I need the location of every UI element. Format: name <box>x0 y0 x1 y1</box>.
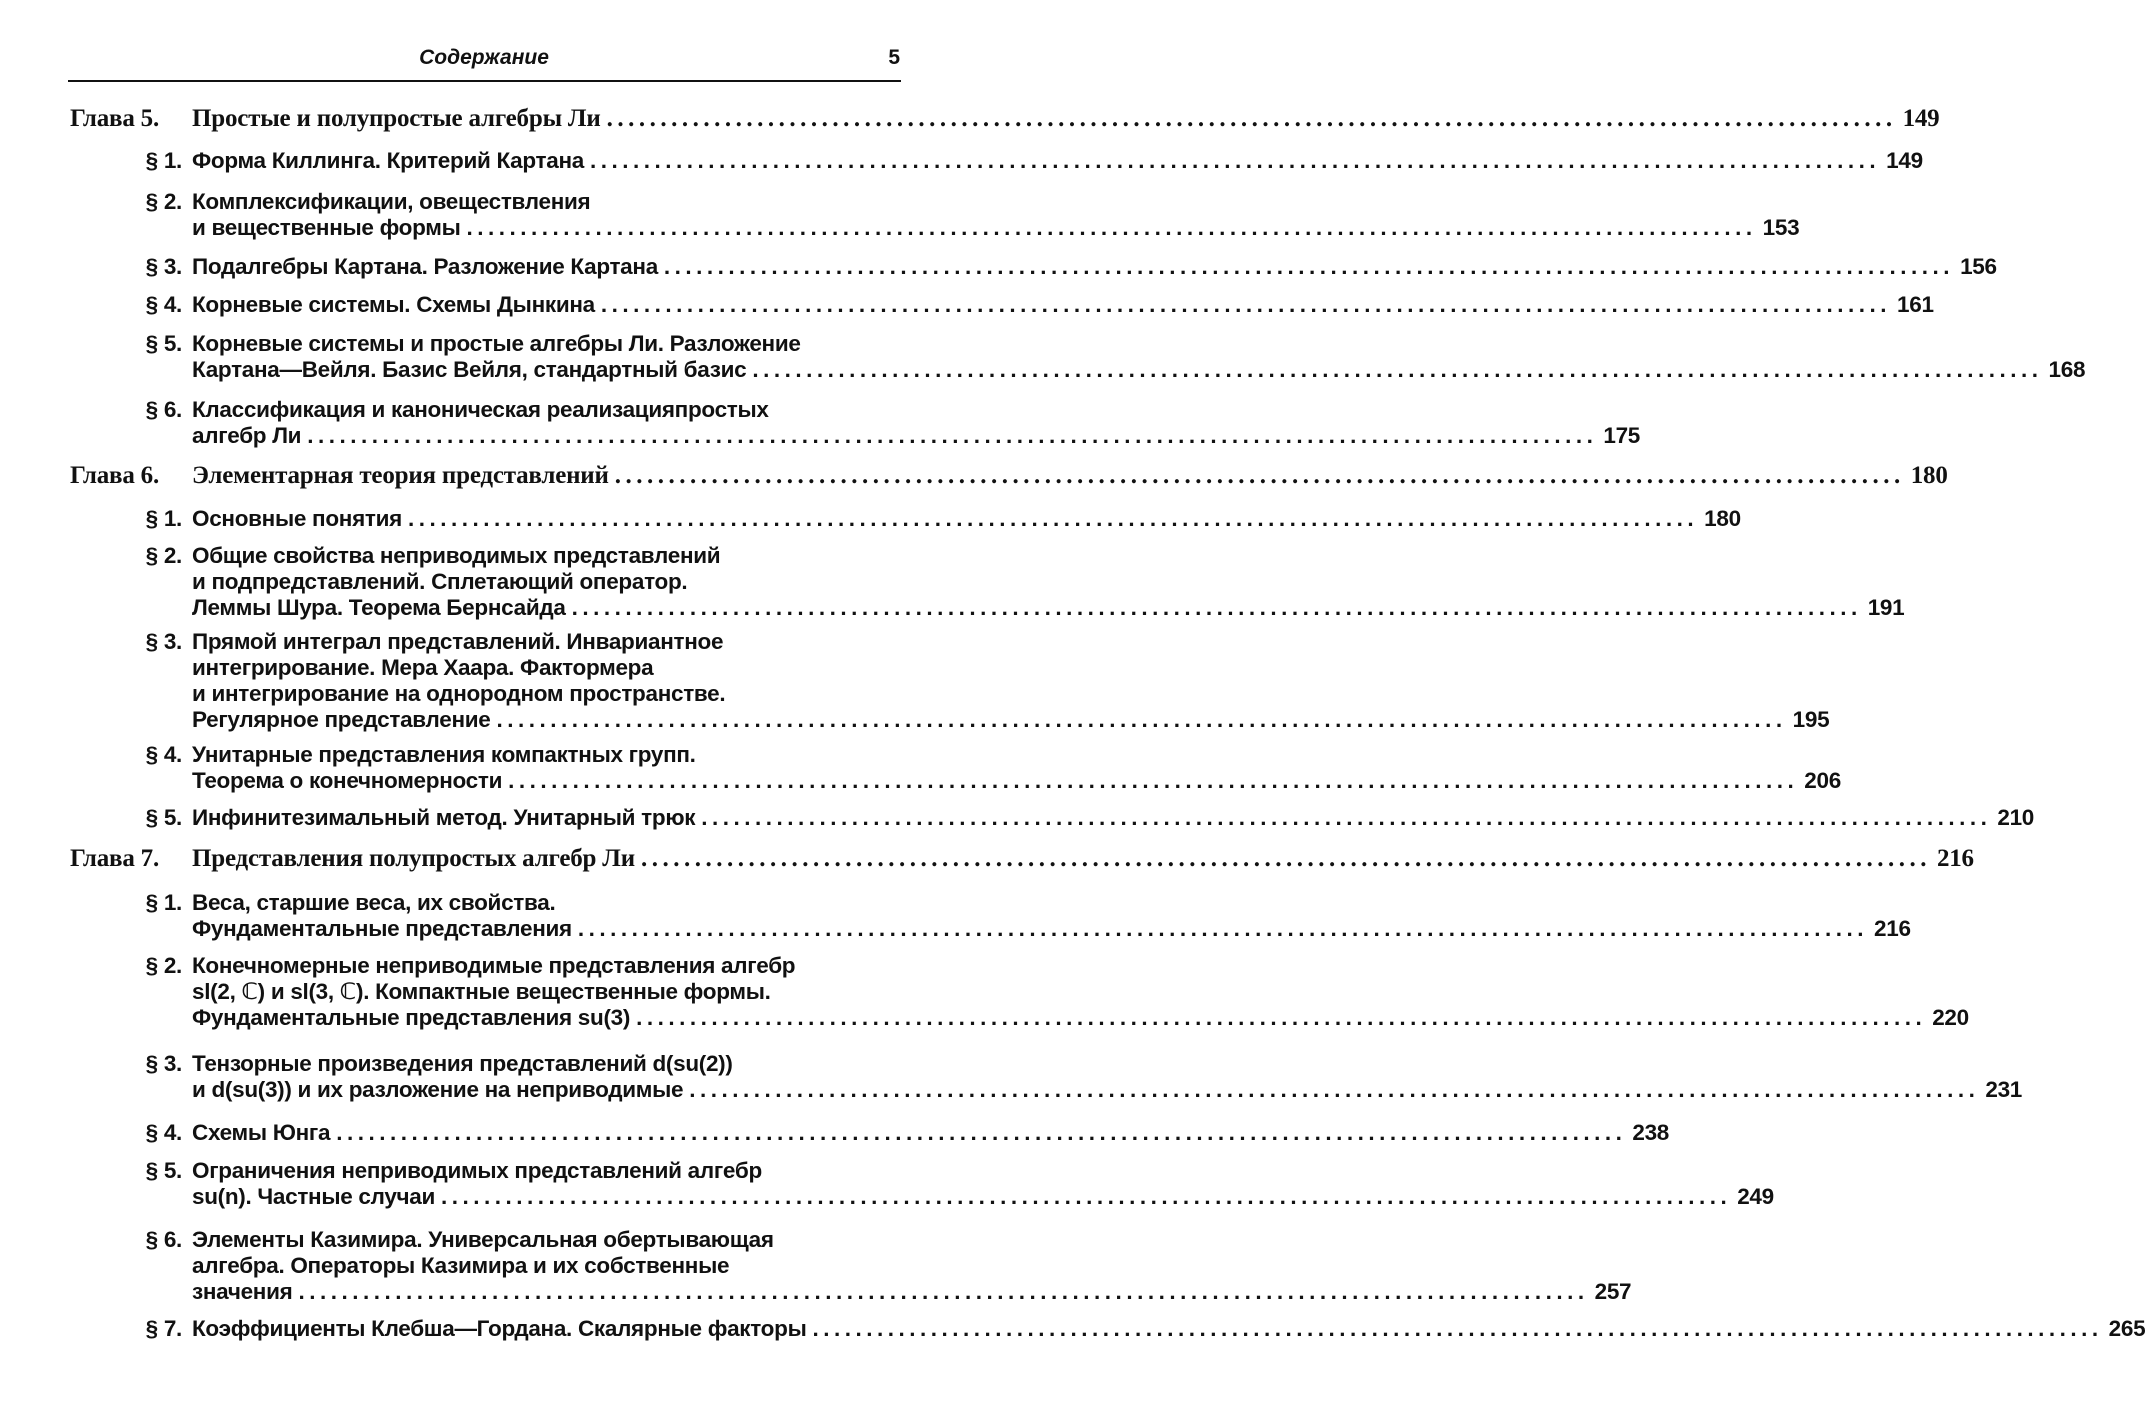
entry-page-number: 191 <box>1867 595 1905 620</box>
toc-section-entry <box>66 189 1800 241</box>
toc-section-entry <box>66 890 1911 942</box>
entry-title-line: и подпредставлений. Сплетающий оператор. <box>192 569 688 594</box>
entry-title-line: Ограничения неприводимых представлений алгебр <box>192 1158 762 1183</box>
entry-number: § 5. <box>145 331 182 356</box>
toc-section-entry <box>66 1120 1670 1146</box>
entry-page-number: 175 <box>1603 423 1641 448</box>
entry-number: § 4. <box>145 742 182 767</box>
entry-page-number: 220 <box>1932 1005 1969 1030</box>
entry-title-line: Картана—Вейля. Базис Вейля, стандартный базис <box>192 357 747 382</box>
entry-page-number: 216 <box>1936 845 1974 872</box>
entry-title-line: Корневые системы и простые алгебры Ли. Разложение <box>192 331 801 356</box>
entry-page-number: 231 <box>1985 1077 2023 1102</box>
entry-page-number: 180 <box>1704 506 1741 531</box>
entry-number: § 3. <box>145 1051 182 1076</box>
dot-leader: ........................................................................................................................ <box>577 916 1869 941</box>
entry-title-line: Теорема о конечномерности <box>192 768 503 793</box>
dot-leader: ........................................................................................................................ <box>600 292 1892 317</box>
toc-section-entry <box>66 1227 1632 1305</box>
toc-chapter-entry <box>66 105 1940 132</box>
toc-section-entry <box>66 805 2035 831</box>
header-rule <box>68 80 901 82</box>
entry-title-line: Корневые системы. Схемы Дынкина <box>192 292 595 317</box>
entry-number: § 1. <box>145 506 182 531</box>
dot-leader: ........................................................................................................................ <box>812 1316 2103 1341</box>
dot-leader: ........................................................................................................................ <box>508 768 1799 793</box>
entry-title-line: алгебра. Операторы Казимира и их собственные <box>192 1253 730 1278</box>
entry-title-line: Классификация и каноническая реализацияпростых <box>192 397 769 422</box>
entry-title-line: Подалгебры Картана. Разложение Картана <box>192 254 658 279</box>
entry-title-line: Унитарные представления компактных групп. <box>192 742 696 767</box>
entry-number: § 3. <box>145 254 182 279</box>
dot-leader: ........................................................................................................................ <box>701 805 1992 830</box>
entry-number: § 1. <box>145 148 182 173</box>
entry-title-line: sl(2, ℂ) и sl(3, ℂ). Компактные вещественные формы. <box>192 979 771 1004</box>
entry-number: § 6. <box>145 1227 182 1252</box>
entry-title-line: Фундаментальные представления <box>192 916 572 941</box>
entry-title-line: Основные понятия <box>192 506 402 531</box>
entry-title-line: Регулярное представление <box>192 707 491 732</box>
entry-title-line: Фундаментальные представления su(3) <box>192 1005 631 1030</box>
entry-title-line: Элементы Казимира. Универсальная обертывающая <box>192 1227 774 1252</box>
entry-page-number: 153 <box>1762 215 1800 240</box>
entry-title-line: интегрирование. Мера Хаара. Фактормера <box>192 655 654 680</box>
toc-section-entry <box>66 397 1641 449</box>
entry-page-number: 149 <box>1886 148 1923 173</box>
entry-page-number: 216 <box>1874 916 1911 941</box>
dot-leader: ........................................................................................................................ <box>636 1005 1927 1030</box>
entry-title-line: Представления полупростых алгебр Ли <box>192 845 635 872</box>
entry-page-number: 161 <box>1897 292 1934 317</box>
entry-page-number: 210 <box>1997 805 2035 830</box>
entry-number: § 1. <box>145 890 182 915</box>
entry-number: § 2. <box>145 543 182 568</box>
entry-title-line: Веса, старшие веса, их свойства. <box>192 890 556 915</box>
entry-title-line: Общие свойства неприводимых представлений <box>192 543 721 568</box>
entry-title-line: su(n). Частные случаи <box>192 1184 436 1209</box>
entry-title-line: и интегрирование на однородном пространстве. <box>192 681 726 706</box>
entry-page-number: 156 <box>1960 254 1997 279</box>
entry-page-number: 238 <box>1632 1120 1670 1145</box>
toc-section-entry <box>66 1051 2023 1103</box>
entry-number: § 2. <box>145 189 182 214</box>
toc-section-entry <box>66 148 1923 174</box>
entry-title-line: Конечномерные неприводимые представления алгебр <box>192 953 796 978</box>
entry-title-line: Элементарная теория представлений <box>192 462 609 489</box>
entry-number: Глава 6. <box>70 462 160 489</box>
toc-section-entry <box>66 506 1741 532</box>
entry-page-number: 257 <box>1594 1279 1632 1304</box>
entry-title-line: и вещественные формы <box>192 215 461 240</box>
entry-title-line: Тензорные произведения представлений d(su(2)) <box>192 1051 733 1076</box>
dot-leader: ........................................................................................................................ <box>466 215 1757 240</box>
dot-leader: ........................................................................................................................ <box>614 462 1905 489</box>
dot-leader: ........................................................................................................................ <box>663 254 1955 279</box>
entry-page-number: 249 <box>1737 1184 1774 1209</box>
entry-title-line: Форма Киллинга. Критерий Картана <box>192 148 584 173</box>
header-title: Содержание <box>419 46 549 69</box>
entry-title-line: Комплексификации, овеществления <box>192 189 591 214</box>
toc-section-entry <box>66 254 1997 280</box>
entry-title-line: Леммы Шура. Теорема Бернсайда <box>192 595 566 620</box>
dot-leader: ........................................................................................................................ <box>496 707 1787 732</box>
dot-leader: ........................................................................................................................ <box>752 357 2043 382</box>
entry-page-number: 180 <box>1910 462 1948 489</box>
entry-number: § 5. <box>145 805 182 830</box>
entry-number: § 4. <box>145 292 182 317</box>
toc-section-entry <box>66 742 1841 794</box>
entry-title-line: и d(su(3)) и их разложение на неприводимые <box>192 1077 684 1102</box>
toc-section-entry <box>66 629 1830 733</box>
entry-page-number: 195 <box>1792 707 1830 732</box>
dot-leader: ........................................................................................................................ <box>298 1279 1589 1304</box>
toc-chapter-entry <box>66 845 1974 872</box>
dot-leader: ........................................................................................................................ <box>441 1184 1732 1209</box>
toc-section-entry <box>66 331 2086 383</box>
entry-title-line: Инфинитезимальный метод. Унитарный трюк <box>192 805 696 830</box>
dot-leader: ........................................................................................................................ <box>689 1077 1980 1102</box>
dot-leader: ........................................................................................................................ <box>589 148 1881 173</box>
entry-number: § 5. <box>145 1158 182 1183</box>
dot-leader: ........................................................................................................................ <box>407 506 1699 531</box>
toc-chapter-entry <box>66 462 1948 489</box>
entry-number: Глава 7. <box>70 845 160 872</box>
dot-leader: ........................................................................................................................ <box>571 595 1862 620</box>
entry-number: § 6. <box>145 397 182 422</box>
entry-title-line: значения <box>192 1279 293 1304</box>
entry-title-line: Коэффициенты Клебша—Гордана. Скалярные факторы <box>192 1316 807 1341</box>
toc-section-entry <box>66 543 1905 621</box>
entry-title-line: Схемы Юнга <box>192 1120 331 1145</box>
entry-number: § 7. <box>145 1316 182 1341</box>
entry-number: § 4. <box>145 1120 182 1145</box>
entry-number: § 3. <box>145 629 182 654</box>
entry-number: § 2. <box>145 953 182 978</box>
entry-page-number: 206 <box>1804 768 1841 793</box>
entry-title-line: Простые и полупростые алгебры Ли <box>192 105 601 132</box>
dot-leader: ........................................................................................................................ <box>606 105 1897 132</box>
entry-title-line: Прямой интеграл представлений. Инвариантное <box>192 629 724 654</box>
toc-section-entry <box>66 953 1969 1031</box>
toc-section-entry <box>66 1158 1774 1210</box>
entry-page-number: 168 <box>2048 357 2086 382</box>
entry-title-line: алгебр Ли <box>192 423 302 448</box>
dot-leader: ........................................................................................................................ <box>307 423 1598 448</box>
entry-number: Глава 5. <box>70 105 160 132</box>
dot-leader: ........................................................................................................................ <box>336 1120 1627 1145</box>
toc-section-entry <box>66 1316 2145 1342</box>
header-page-number: 5 <box>888 46 900 69</box>
entry-page-number: 265 <box>2108 1316 2145 1341</box>
toc-section-entry <box>66 292 1934 318</box>
entry-page-number: 149 <box>1902 105 1940 132</box>
dot-leader: ........................................................................................................................ <box>640 845 1931 872</box>
